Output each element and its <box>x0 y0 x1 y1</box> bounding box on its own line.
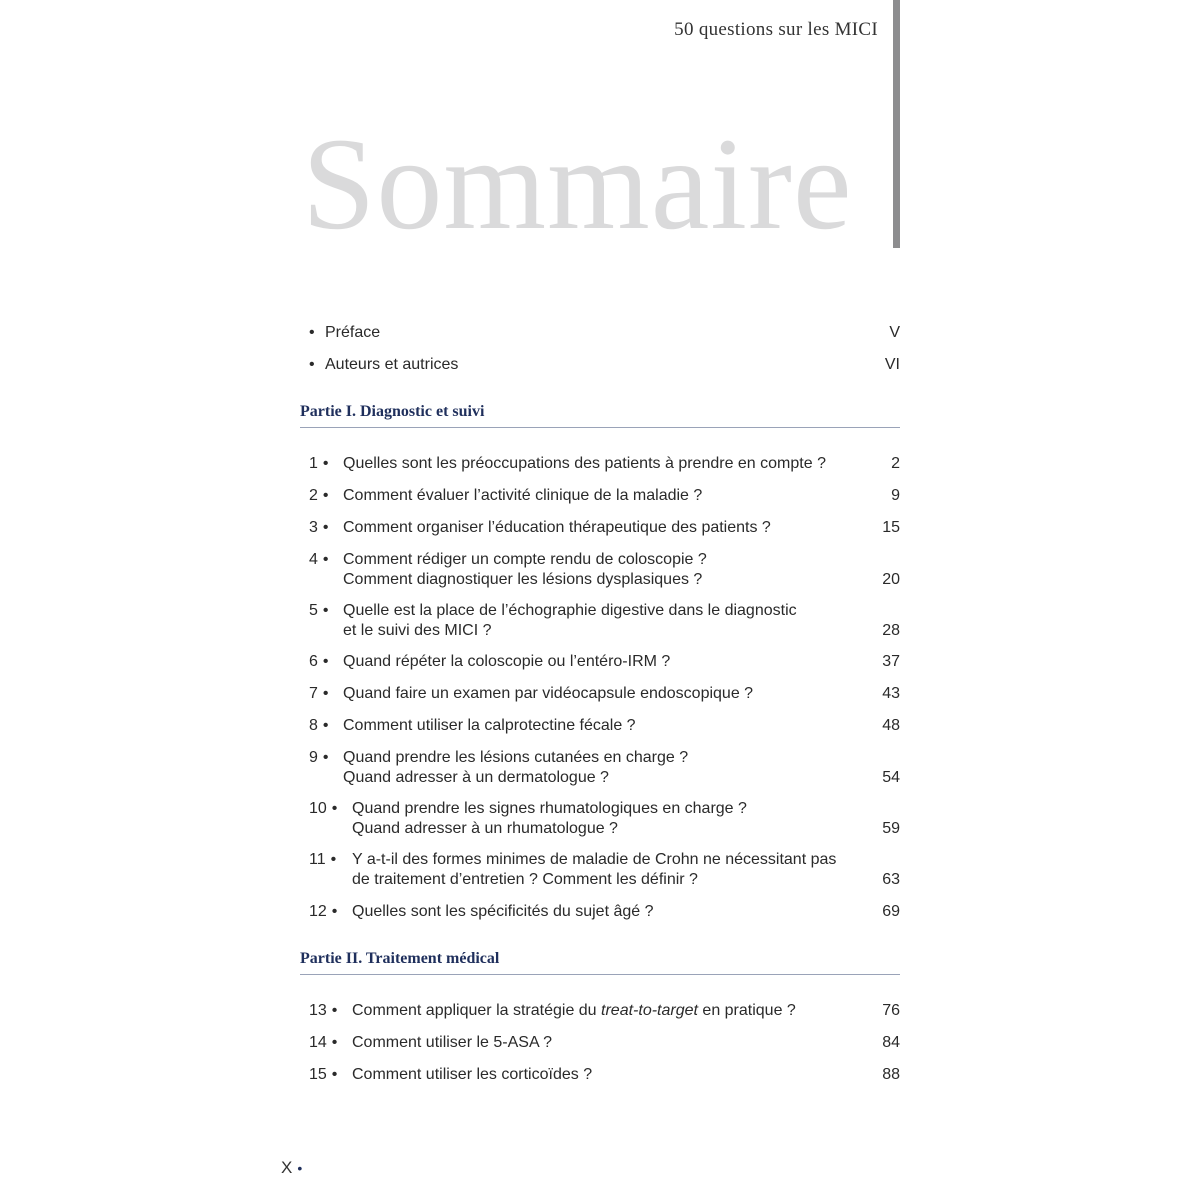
toc-item-page: VI <box>884 356 900 373</box>
toc-item-label: Préface <box>325 324 381 341</box>
section-heading: Partie II. Traitement médical <box>300 946 900 975</box>
page-folio: X • <box>281 1158 303 1177</box>
toc-item-page: V <box>889 324 900 341</box>
section-heading: Partie I. Diagnostic et suivi <box>300 399 900 428</box>
side-rule <box>893 0 900 248</box>
running-header: 50 questions sur les MICI <box>674 19 878 40</box>
toc-item-label: Auteurs et autrices <box>325 356 459 373</box>
page-title: Sommaire <box>302 110 853 257</box>
